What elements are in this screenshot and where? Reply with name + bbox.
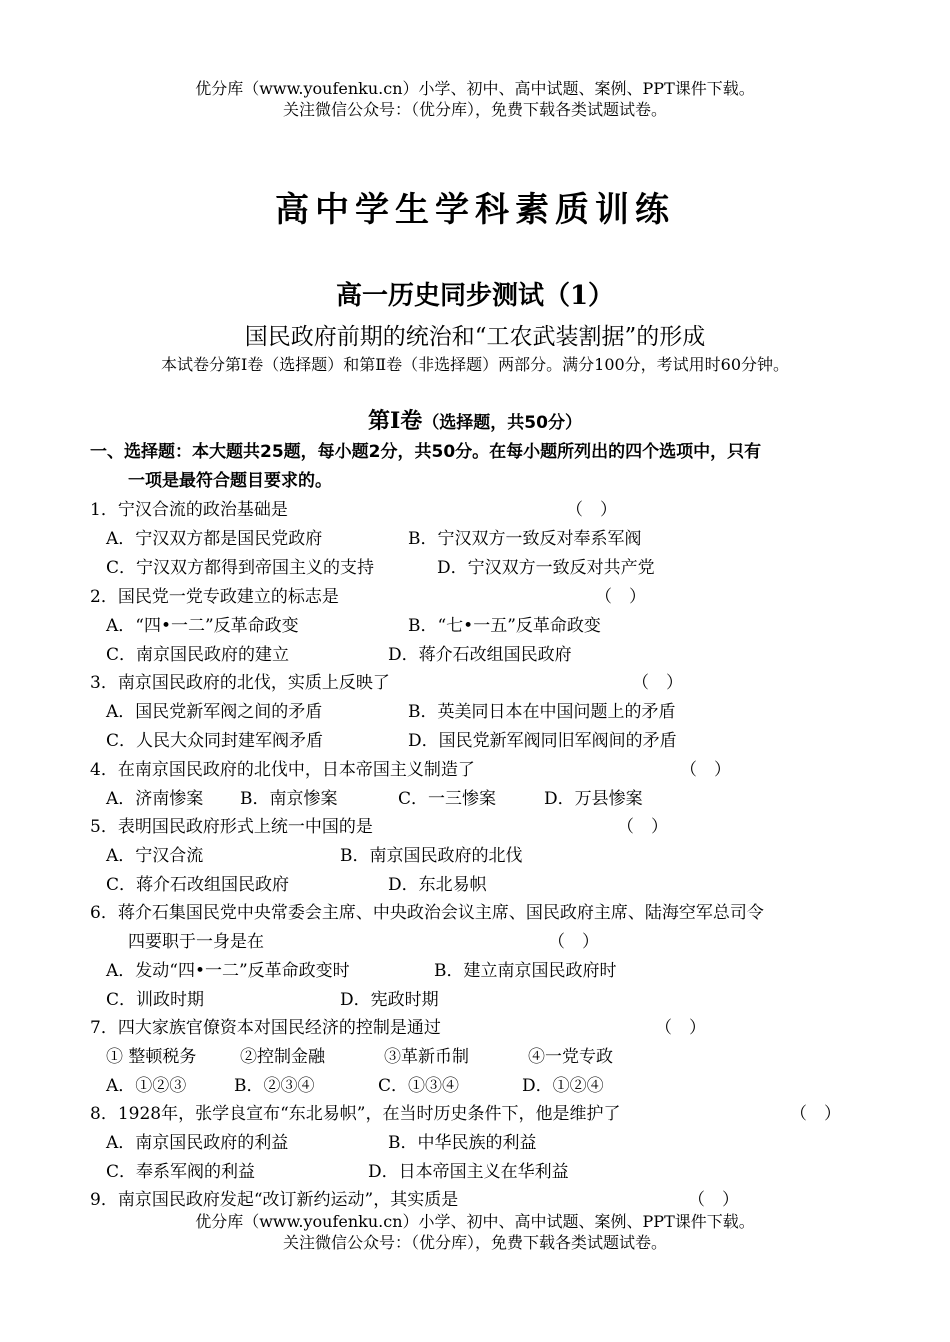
topic-title: 国民政府前期的统治和“工农武装割据”的形成	[244, 324, 706, 350]
part-heading-note: （选择题，共50分）	[422, 413, 582, 433]
question-4-stem: 4．在南京国民政府的北伐中，日本帝国主义制造了	[90, 760, 475, 780]
question-1-option-a: A．宁汉双方都是国民党政府	[106, 529, 323, 549]
question-1-option-b: B．宁汉双方一致反对奉系军阀	[408, 529, 642, 549]
header-line-2: 关注微信公众号：（优分库），免费下载各类试题试卷。	[282, 100, 667, 119]
question-5-answer-bracket: （ ）	[617, 817, 668, 837]
question-2-option-c: C．南京国民政府的建立	[106, 645, 290, 665]
question-7-option-b: B．②③④	[234, 1076, 315, 1096]
question-5-stem: 5．表明国民政府形式上统一中国的是	[90, 817, 373, 837]
section-line-1: 一、选择题：本大题共25题，每小题2分，共50分。在每小题所列出的四个选项中，只有	[90, 442, 762, 462]
question-1-option-d: D．宁汉双方一致反对共产党	[437, 558, 655, 578]
question-4-option-c: C．一三惨案	[398, 789, 497, 809]
question-2-answer-bracket: （ ）	[595, 587, 646, 607]
question-6-option-d: D．宪政时期	[340, 990, 439, 1010]
question-8-stem: 8．1928年，张学良宣布“东北易帜”，在当时历史条件下，他是维护了	[90, 1104, 621, 1124]
section-instructions	[90, 438, 880, 496]
question-9-stem: 9．南京国民政府发起“改订新约运动”，其实质是	[90, 1190, 459, 1210]
question-5-option-b: B．南京国民政府的北伐	[340, 846, 523, 866]
question-8-option-c: C．奉系军阀的利益	[106, 1162, 256, 1182]
question-5-option-c: C．蒋介石改组国民政府	[106, 875, 290, 895]
question-9-answer-bracket: （ ）	[688, 1190, 739, 1210]
question-8-option-b: B．中华民族的利益	[388, 1133, 537, 1153]
question-7-answer-bracket: （ ）	[655, 1018, 706, 1038]
question-6-stem: 6．蒋介石集国民党中央常委会主席、中央政治会议主席、国民政府主席、陆海空军总司令	[90, 903, 764, 923]
question-3-option-a: A．国民党新军阀之间的矛盾	[106, 702, 323, 722]
footer-line-1: 优分库（www.youfenku.cn）小学、初中、高中试题、案例、PPT课件下载。	[195, 1212, 755, 1231]
question-4-option-d: D．万县惨案	[544, 789, 643, 809]
question-1-option-c: C．宁汉双方都得到帝国主义的支持	[106, 558, 375, 578]
question-7-option-d: D．①②④	[522, 1076, 604, 1096]
question-7-stem: 7．四大家族官僚资本对国民经济的控制是通过	[90, 1018, 441, 1038]
question-4-option-b: B．南京惨案	[240, 789, 338, 809]
question-3-option-b: B．英美同日本在中国问题上的矛盾	[408, 702, 676, 722]
test-title: 高一历史同步测试（1）	[335, 281, 615, 311]
question-8-answer-bracket: （ ）	[790, 1104, 841, 1124]
question-2-stem: 2．国民党一党专政建立的标志是	[90, 587, 339, 607]
question-6-option-c: C．训政时期	[106, 990, 205, 1010]
part-heading-label: 第Ⅰ卷	[368, 408, 423, 434]
part-heading	[0, 404, 950, 435]
question-6-option-b: B．建立南京国民政府时	[434, 961, 617, 981]
question-6-option-a: A．发动“四•一二”反革命政变时	[106, 961, 350, 981]
section-line-2: 一项是最符合题目要求的。	[128, 471, 332, 491]
question-6-stem-continued: 四要职于一身是在	[128, 932, 264, 952]
question-5-option-d: D．东北易帜	[388, 875, 487, 895]
question-3-stem: 3．南京国民政府的北伐，实质上反映了	[90, 673, 390, 693]
question-7-item-3: ③革新币制	[384, 1047, 469, 1067]
question-5-option-a: A．宁汉合流	[106, 846, 204, 866]
question-3-option-d: D．国民党新军阀同旧军阀间的矛盾	[408, 731, 677, 751]
question-8-option-d: D．日本帝国主义在华利益	[368, 1162, 569, 1182]
question-4-option-a: A．济南惨案	[106, 789, 204, 809]
question-7-item-1: ① 整顿税务	[106, 1047, 197, 1067]
question-2-option-a: A．“四•一二”反革命政变	[106, 616, 299, 636]
question-3-option-c: C．人民大众同封建军阀矛盾	[106, 731, 324, 751]
header-line-1: 优分库（www.youfenku.cn）小学、初中、高中试题、案例、PPT课件下载。	[195, 79, 755, 98]
question-7-option-c: C．①③④	[378, 1076, 460, 1096]
question-8-option-a: A．南京国民政府的利益	[106, 1133, 289, 1153]
question-7-item-2: ②控制金融	[240, 1047, 325, 1067]
question-7-option-a: A．①②③	[106, 1076, 187, 1096]
question-4-answer-bracket: （ ）	[680, 760, 731, 780]
document-title: 高中学生学科素质训练	[275, 190, 675, 230]
question-1-answer-bracket: （ ）	[566, 500, 617, 520]
question-2-option-b: B．“七•一五”反革命政变	[408, 616, 601, 636]
question-3-answer-bracket: （ ）	[632, 673, 683, 693]
intro-text: 本试卷分第Ⅰ卷（选择题）和第Ⅱ卷（非选择题）两部分。满分100分，考试用时60分钟。	[160, 355, 790, 374]
question-2-option-d: D．蒋介石改组国民政府	[388, 645, 572, 665]
question-1-stem: 1．宁汉合流的政治基础是	[90, 500, 288, 520]
footer-line-2: 关注微信公众号：（优分库），免费下载各类试题试卷。	[282, 1233, 667, 1252]
question-6-answer-bracket: （ ）	[548, 932, 599, 952]
question-7-item-4: ④一党专政	[528, 1047, 613, 1067]
